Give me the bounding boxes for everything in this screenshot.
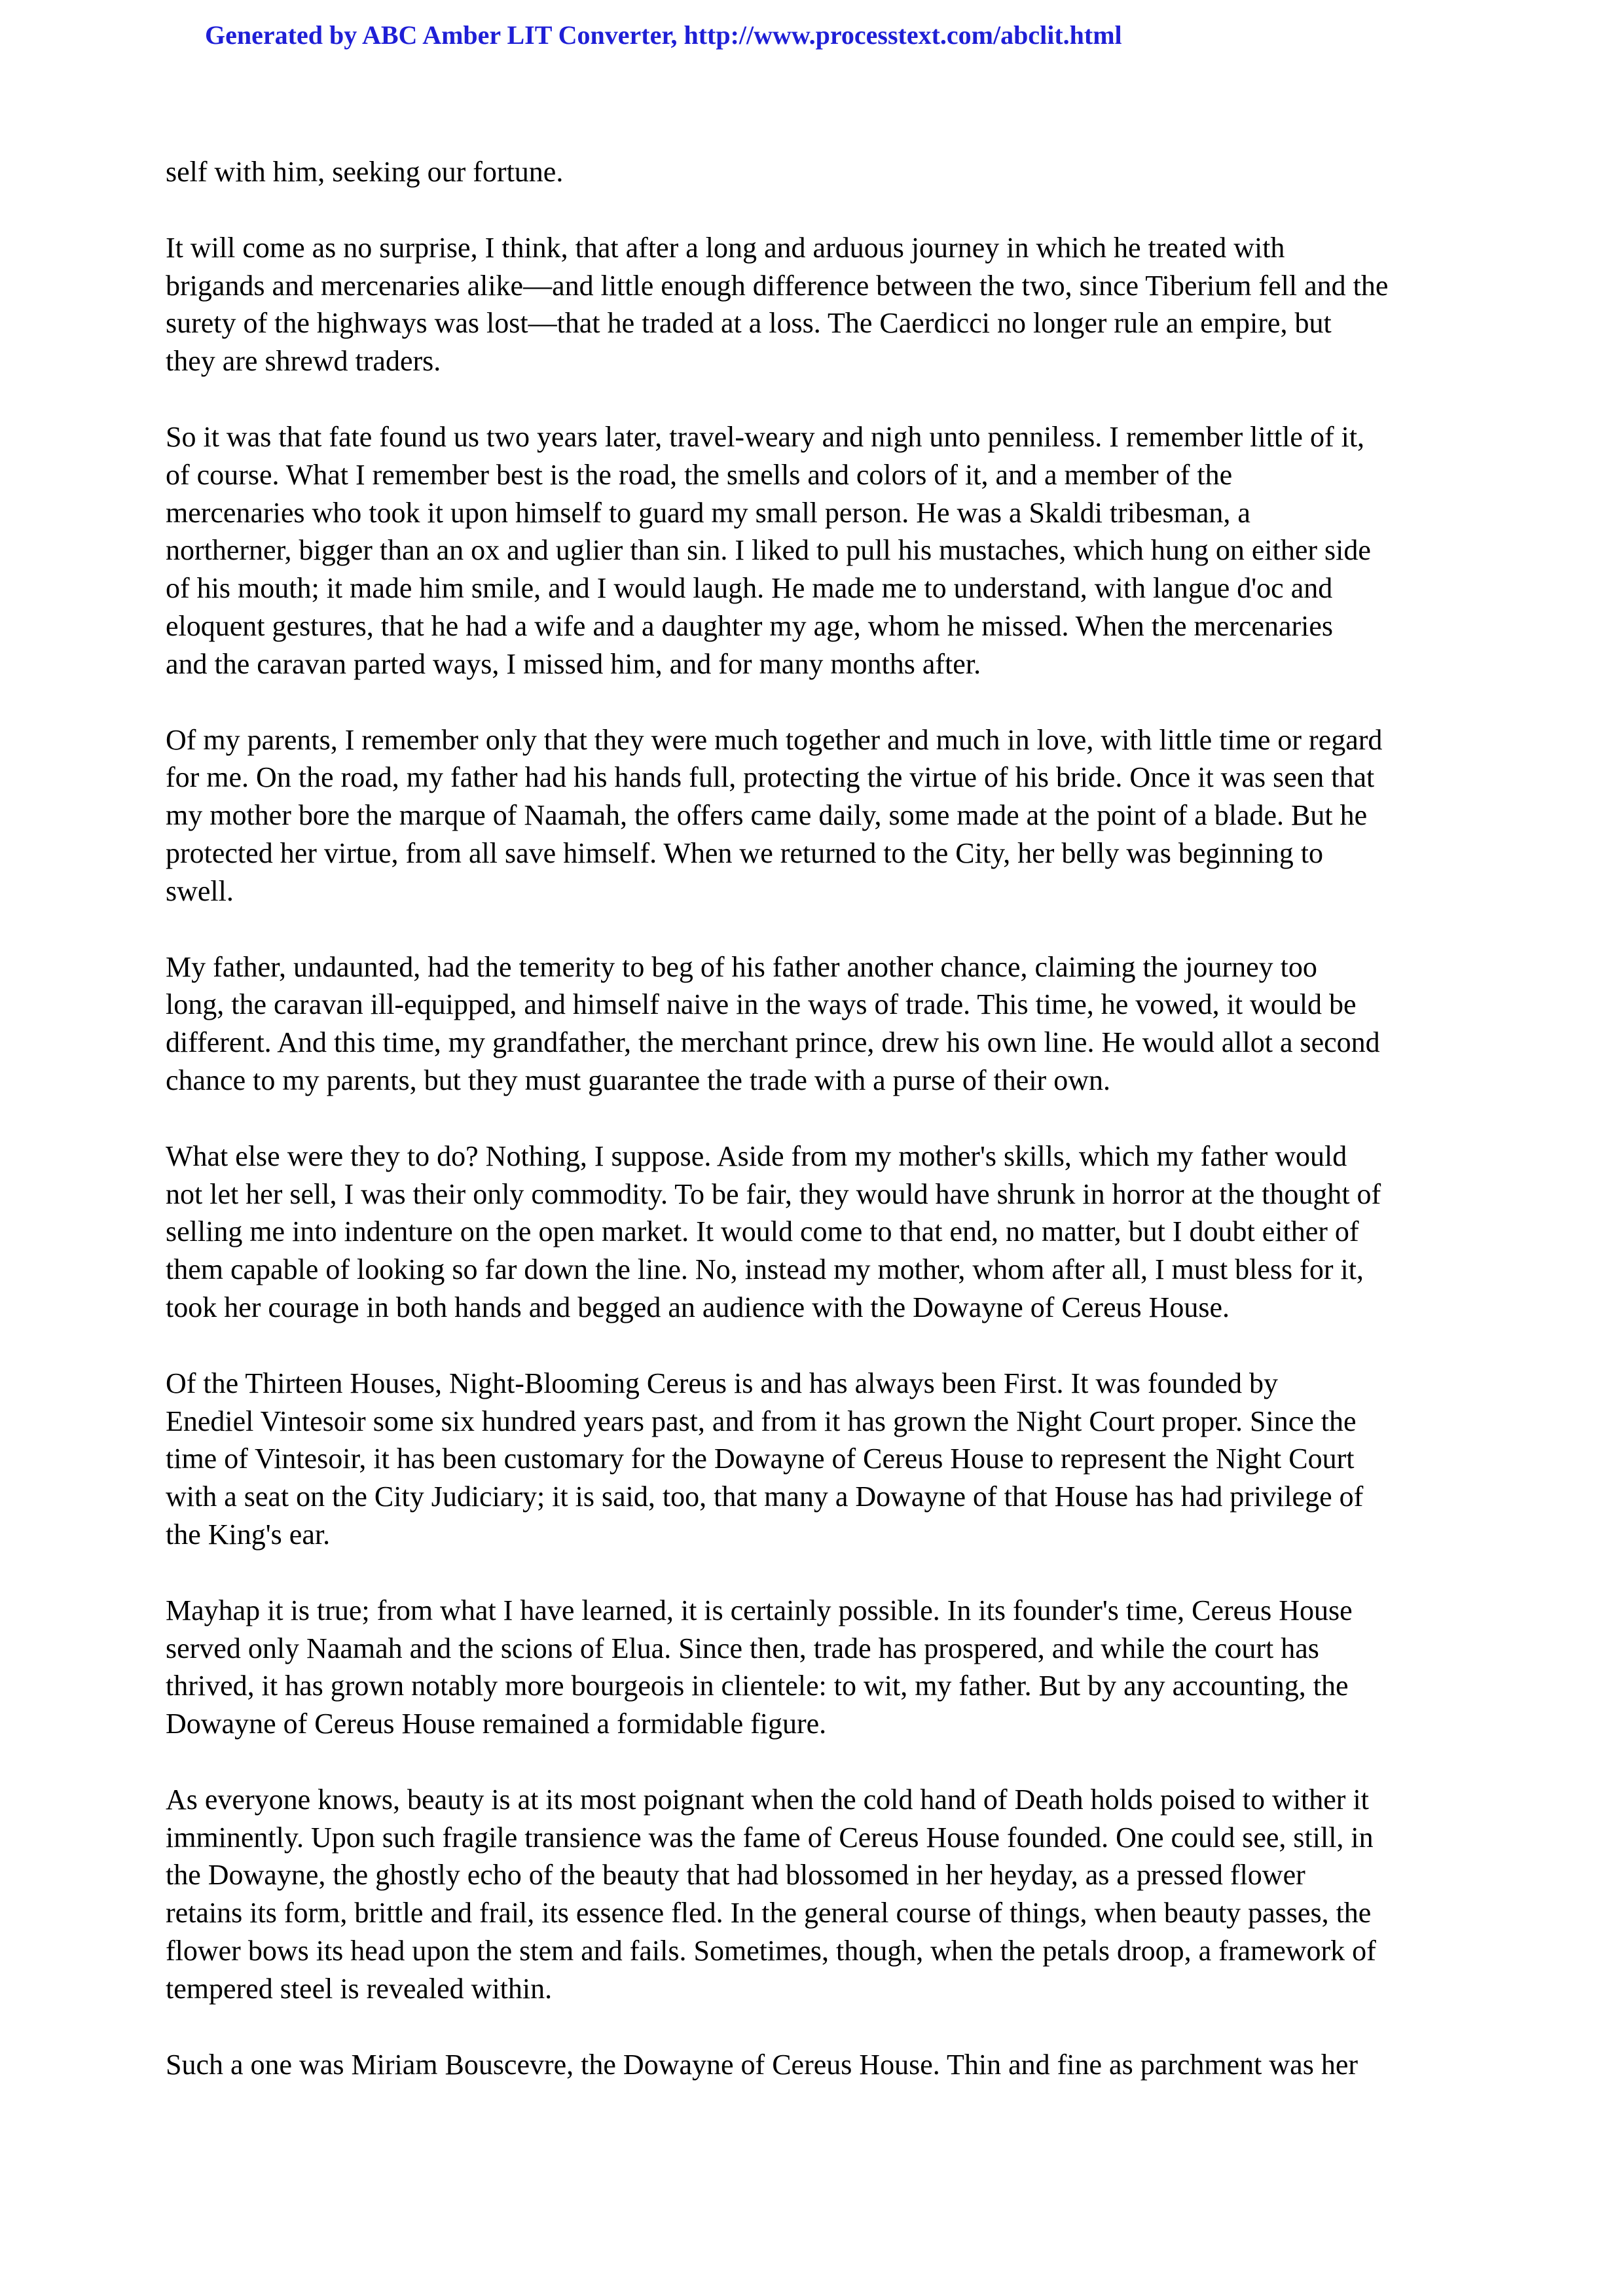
text-line: Enediel Vintesoir some six hundred years past, and from it has grown the Night Court proper. Since the [166,1405,1357,1437]
text-line: northerner, bigger than an ox and uglier than sin. I liked to pull his mustaches, which hung on either side [166,534,1371,567]
text-line: long, the caravan ill-equipped, and himself naive in the ways of trade. This time, he vowed, it would be [166,988,1357,1021]
text-line: As everyone knows, beauty is at its most poignant when the cold hand of Death holds poised to wither it [166,1783,1369,1816]
text-line: different. And this time, my grandfather, the merchant prince, drew his own line. He would allot a second [166,1026,1380,1059]
text-line: the Dowayne, the ghostly echo of the beauty that had blossomed in her heyday, as a pressed flower [166,1859,1305,1892]
paragraph [166,229,1488,380]
text-line: them capable of looking so far down the line. No, instead my mother, whom after all, I must bless for it, [166,1253,1364,1286]
text-line: they are shrewd traders. [166,345,441,378]
text-line: mercenaries who took it upon himself to guard my small person. He was a Skaldi tribesman, a [166,496,1250,529]
text-line: thrived, it has grown notably more bourgeois in clientele: to wit, my father. But by any accounting, the [166,1670,1349,1702]
text-line: tempered steel is revealed within. [166,1972,553,2005]
text-line: imminently. Upon such fragile transience was the fame of Cereus House founded. One could see, still, in [166,1821,1374,1854]
paragraph [166,948,1488,1100]
text-line: Mayhap it is true; from what I have learned, it is certainly possible. In its founder's time, Cereus House [166,1594,1353,1626]
text-line: my mother bore the marque of Naamah, the offers came daily, some made at the point of a blade. But he [166,799,1368,832]
text-line: brigands and mercenaries alike—and little enough difference between the two, since Tiberium fell and the [166,269,1389,302]
text-line: the King's ear. [166,1518,331,1551]
paragraph [166,1781,1488,2008]
text-line: My father, undaunted, had the temerity to beg of his father another chance, claiming the journey too [166,950,1317,983]
text-line: time of Vintesoir, it has been customary for the Dowayne of Cereus House to represent the Night Court [166,1443,1355,1475]
text-line: swell. [166,874,234,907]
text-line: It will come as no surprise, I think, that after a long and arduous journey in which he treated with [166,231,1285,264]
text-line: Dowayne of Cereus House remained a formidable figure. [166,1708,827,1740]
paragraph [166,1592,1488,1743]
text-line: retains its form, brittle and frail, its essence fled. In the general course of things, when beauty passes, the [166,1897,1372,1929]
text-line: What else were they to do? Nothing, I suppose. Aside from my mother's skills, which my father would [166,1139,1347,1172]
text-line: of his mouth; it made him smile, and I would laugh. He made me to understand, with langue d'oc and [166,572,1333,605]
paragraph [166,721,1488,910]
paragraph [166,153,1488,191]
text-line: and the caravan parted ways, I missed him, and for many months after. [166,647,981,680]
text-line: not let her sell, I was their only commodity. To be fair, they would have shrunk in horror at the thought of [166,1177,1381,1210]
text-line: took her courage in both hands and begged an audience with the Dowayne of Cereus House. [166,1291,1230,1323]
text-line: Of the Thirteen Houses, Night-Blooming Cereus is and has always been First. It was founded by [166,1367,1279,1399]
text-line: protected her virtue, from all save himself. When we returned to the City, her belly was beginning to [166,836,1324,869]
text-line: flower bows its head upon the stem and fails. Sometimes, though, when the petals droop, a framework of [166,1935,1376,1967]
document-body [166,153,1488,2121]
paragraph [166,2046,1488,2084]
text-line: for me. On the road, my father had his hands full, protecting the virtue of his bride. Once it was seen that [166,761,1375,794]
text-line: surety of the highways was lost—that he traded at a loss. The Caerdicci no longer rule an empire, but [166,307,1332,340]
text-line: self with him, seeking our fortune. [166,156,564,188]
text-line: Such a one was Miriam Bouscevre, the Dowayne of Cereus House. Thin and fine as parchment was her [166,2048,1358,2081]
text-line: of course. What I remember best is the road, the smells and colors of it, and a member of the [166,458,1233,491]
text-line: Of my parents, I remember only that they were much together and much in love, with little time or regard [166,723,1383,756]
text-line: with a seat on the City Judiciary; it is said, too, that many a Dowayne of that House has had privilege of [166,1480,1364,1513]
converter-header: Generated by ABC Amber LIT Converter, http://www.processtext.com/abclit.html [205,20,1122,50]
paragraph [166,418,1488,683]
paragraph [166,1138,1488,1327]
text-line: So it was that fate found us two years later, travel-weary and nigh unto penniless. I remember little of it, [166,420,1365,453]
text-line: eloquent gestures, that he had a wife and a daughter my age, whom he missed. When the mercenaries [166,609,1334,642]
paragraph [166,1365,1488,1554]
text-line: selling me into indenture on the open market. It would come to that end, no matter, but I doubt either of [166,1215,1359,1248]
text-line: chance to my parents, but they must guarantee the trade with a purse of their own. [166,1064,1110,1096]
text-line: served only Naamah and the scions of Elua. Since then, trade has prospered, and while the court has [166,1632,1319,1664]
